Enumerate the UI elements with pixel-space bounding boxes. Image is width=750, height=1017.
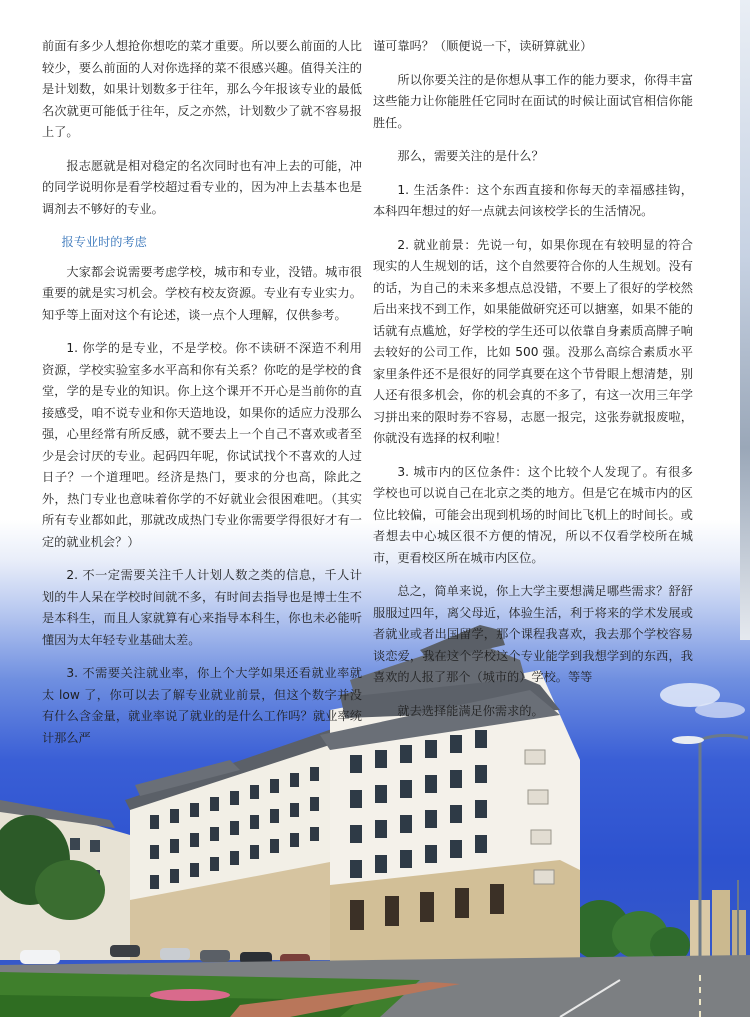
paragraph: 那么，需要关注的是什么？ xyxy=(397,149,544,163)
paragraph: 1. 生活条件：这个东西直接和你每天的幸福感挂钩，本科四年想过的好一点就去问该校学长的生活情况。 xyxy=(373,182,693,218)
right-edge-photo-strip xyxy=(740,0,750,640)
left-text-column xyxy=(42,36,362,761)
section-heading: 报专业时的考虑 xyxy=(61,235,147,249)
right-text-column xyxy=(373,36,693,734)
paragraph: 3. 不需要关注就业率，你上个大学如果还看就业率就太 low 了，你可以去了解专业就业前景，但这个数字并没有什么含金量，就业率说了就业的是什么工作吗？就业率统计那么严 xyxy=(42,666,362,745)
paragraph: 谨可靠吗？（顺便说一下，读研算就业） xyxy=(373,39,593,53)
paragraph: 3. 城市内的区位条件：这个比较个人发现了。有很多学校也可以说自己在北京之类的地方。但是它在城市内的区位比较偏，可能会出现到机场的时间比飞机上的时间长。或者想去中心城区很不方便的情况，所以不仅看学校所在城市，更看校区所在城市内区位。 xyxy=(373,464,693,565)
paragraph: 所以你要关注的是你想从事工作的能力要求，你得丰富这些能力让你能胜任它同时在面试的时候让面试官相信你能胜任。 xyxy=(373,72,693,130)
paragraph: 总之，简单来说，你上大学主要想满足哪些需求？舒舒服服过四年，离父母近，体验生活，利于将来的学术发展或者就业或者出国留学，那个课程我喜欢，我去那个学校容易谈恋爱，我在这个学校这个专业能学到我想学到的东西，我喜欢的人报了那个（城市的）学校。等等 xyxy=(373,584,693,684)
paragraph: 2. 不一定需要关注千人计划人数之类的信息，千人计划的牛人呆在学校时间就不多，有时间去指导也是博士生不是本科生，而且人家就算有心来指导本科生，你也未必能听懂因为太年轻专业基础太差。 xyxy=(42,568,362,647)
paragraph: 就去选择能满足你需求的。 xyxy=(397,703,544,718)
paragraph: 报志愿就是相对稳定的名次同时也有冲上去的可能，冲的同学说明你是看学校超过看专业的，因为冲上去基本也是调剂去不够好的专业。 xyxy=(42,158,362,216)
paragraph: 大家都会说需要考虑学校，城市和专业，没错。城市很重要的就是实习机会。学校有校友资源。专业有专业实力。知乎等上面对这个有论述，谈一点个人理解，仅供参考。 xyxy=(42,264,362,322)
paragraph: 前面有多少人想抢你想吃的菜才重要。所以要么前面的人比较少，要么前面的人对你选择的菜不很感兴趣。值得关注的是计划数，如果计划数多于往年，那么今年报该专业的最低名次就更可能低于往年，反之亦然，计划数少了就不容易报上了。 xyxy=(42,39,362,139)
paragraph: 1. 你学的是专业，不是学校。你不读研不深造不利用资源，学校实验室多水平高和你有关系？你吃的是学校的食堂，学的是专业的知识。你上这个课开不开心是当前你的直接感受，咱不说专业和你天造地设，如果你的适应力没那么强，心里经常有所反感，就不要去上一个自己不喜欢或者至少是会讨厌的专业。起码四年呢，你试试找个不喜欢的人过日子？一个道理吧。经济是热门，要求的分也高，除此之外，热门专业也意味着你学的不好就业会很困难吧。（其实所有专业都如此，那就改成热门专业你需要学得很好才有一定的就业机会？） xyxy=(42,341,362,549)
paragraph: 2. 就业前景：先说一句，如果你现在有较明显的符合现实的人生规划的话，这个自然要符合你的人生规划。没有的话，为自己的未来多想点总没错，不要上了很好的学校然后出来找不到工作，如果能做研究还可以搪塞，如果不能的话就有点尴尬，好学校的学生还可以依靠自身素质高牌子响去较好的公司工作，比如 500 强。没那么高综合素质水平家里条件还不是很好的同学真要在这个节骨眼上想清楚，别人还有很多机会，你的机会真的不多了，有这一次用三年学习拼出来的限时券不容易，志愿一报完，这张券就报废啦，你就没有选择的权利啦！ xyxy=(373,237,693,445)
